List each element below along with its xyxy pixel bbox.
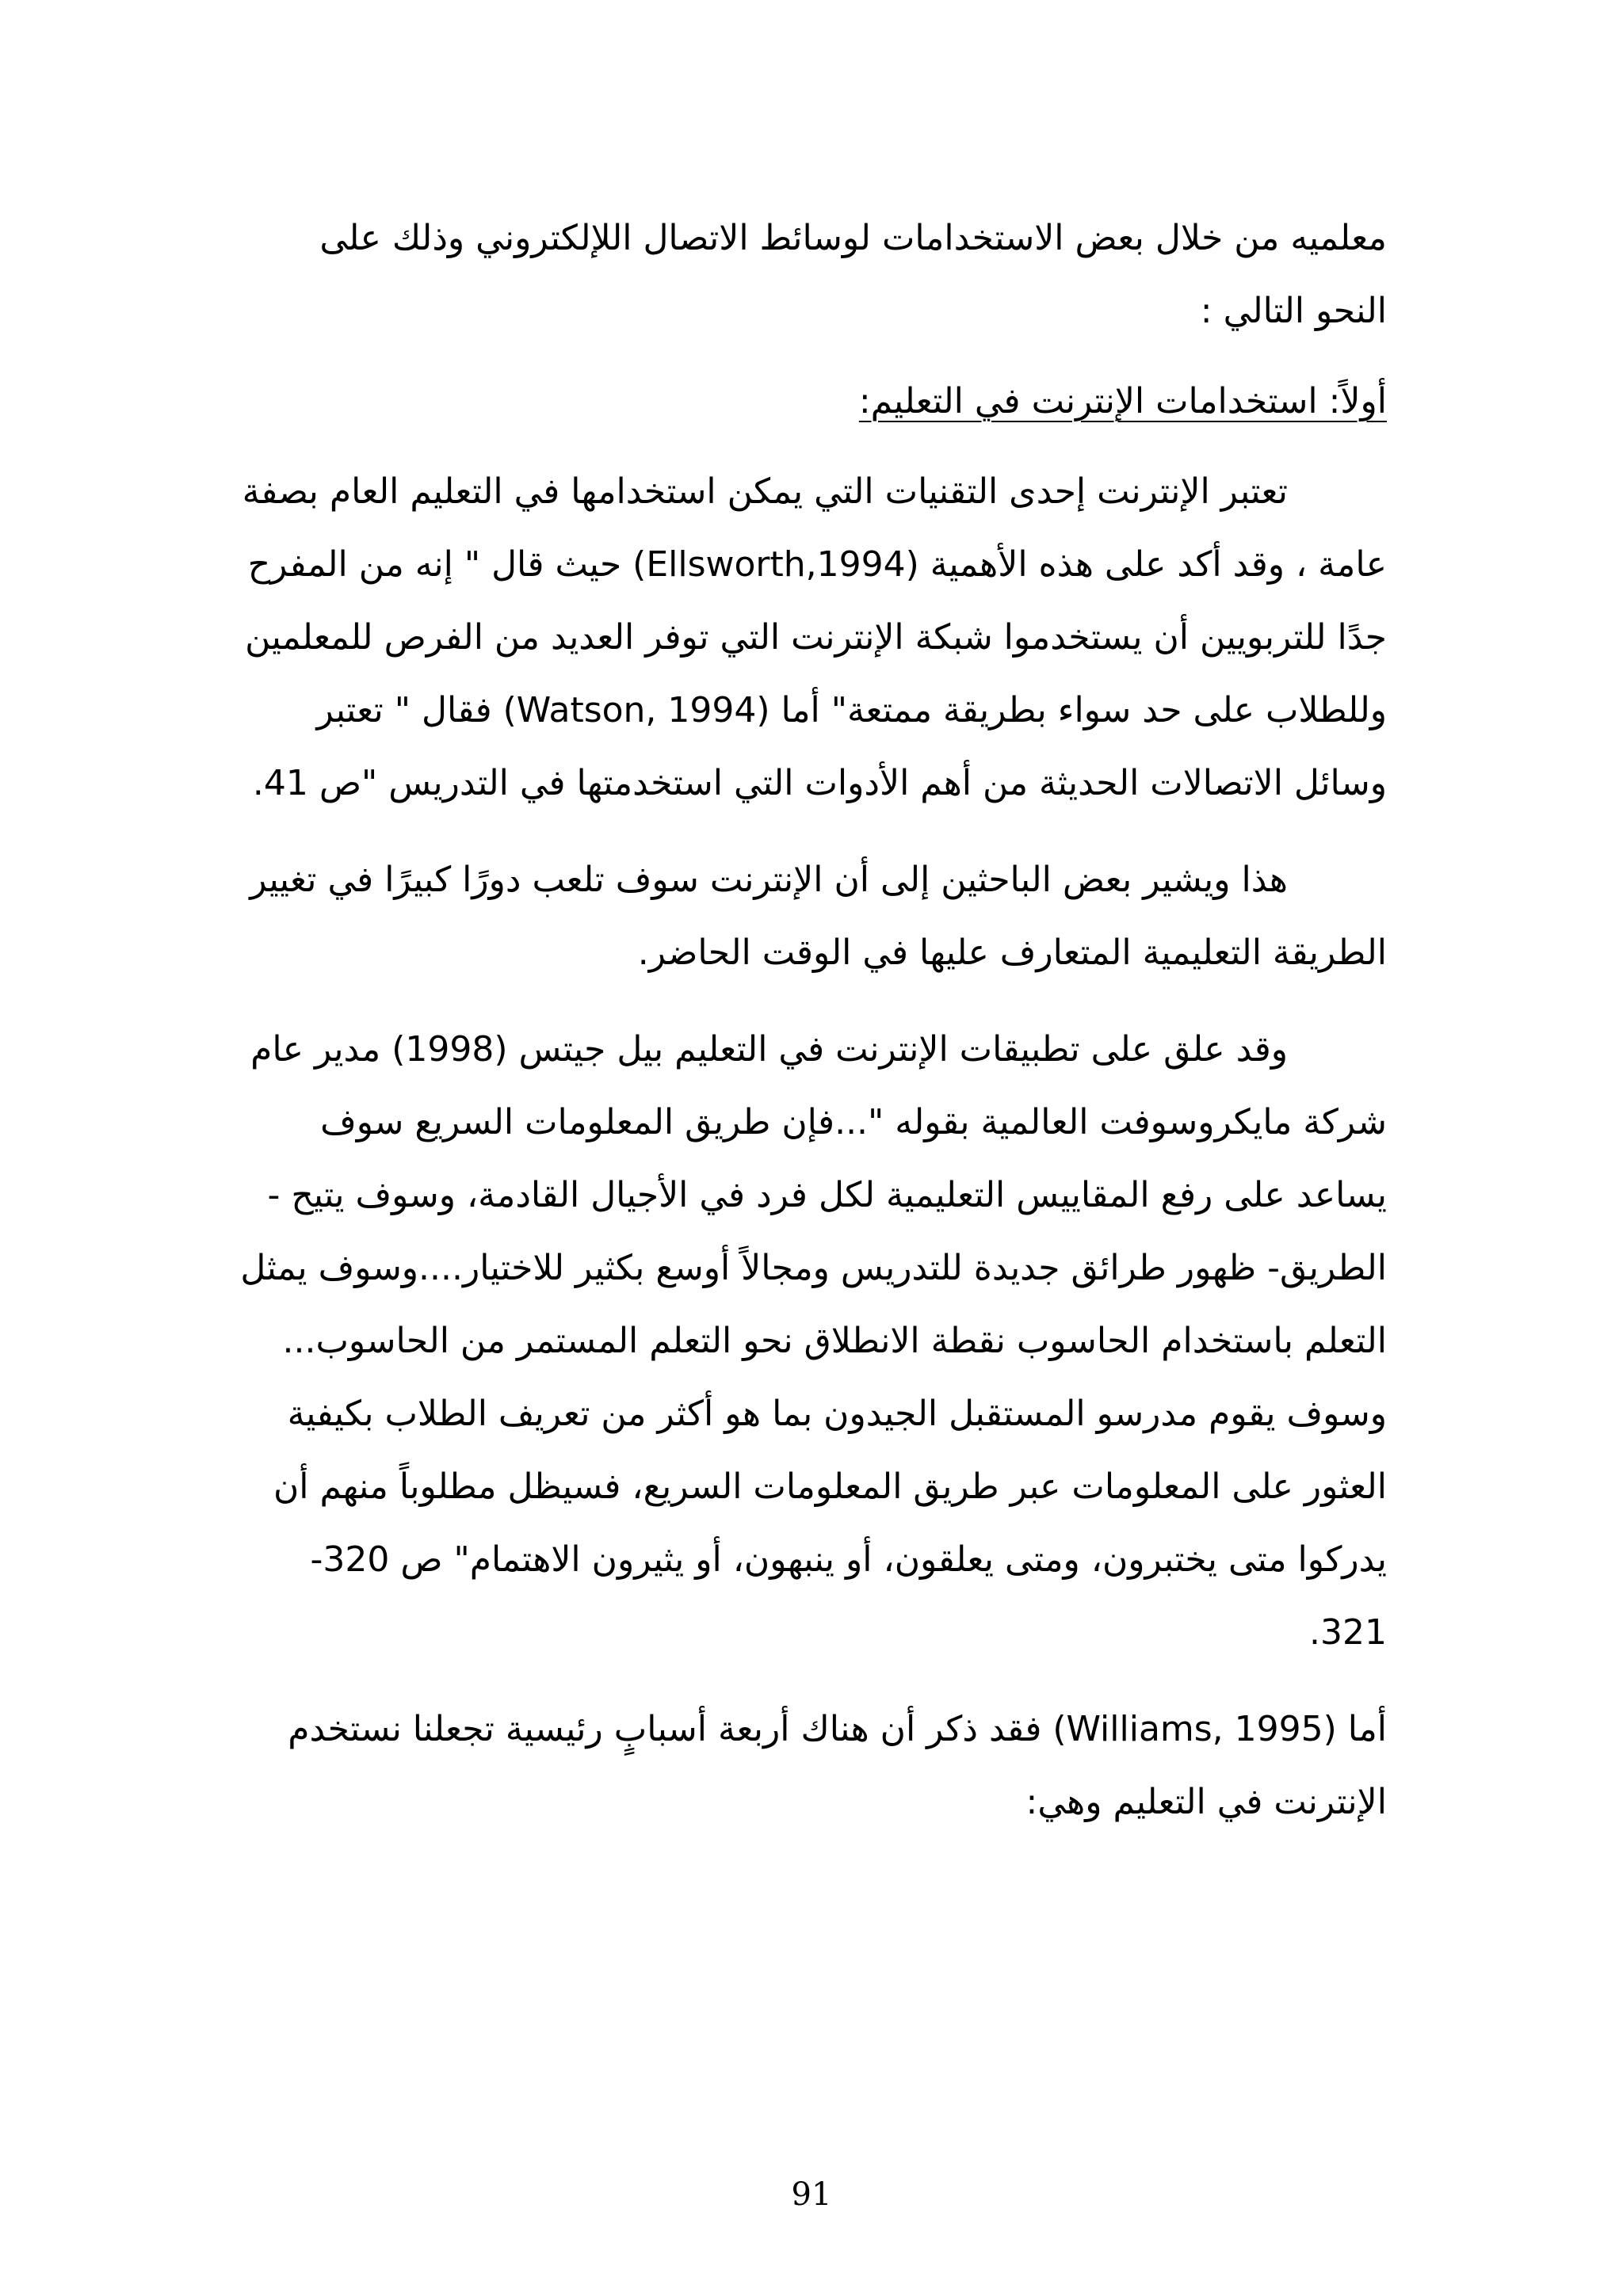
paragraph-williams-reasons: أما (Williams, 1995) فقد ذكر أن هناك أربعة أسبابٍ رئيسية تجعلنا نستخدم الإنترنت في التعليم وهي: [288,1709,1387,1822]
paragraph-researchers-view: هذا ويشير بعض الباحثين إلى أن الإنترنت سوف تلعب دورًا كبيرًا في تغيير الطريقة التعليمية المتعارف عليها في الوقت الحاضر. [250,860,1387,973]
page-content [238,202,1387,1863]
section-heading: أولاً: استخدامات الإنترنت في التعليم: [858,381,1387,421]
intro-paragraph: معلميه من خلال بعض الاستخدامات لوسائط الاتصال اللإلكتروني وذلك على النحو التالي : [319,218,1387,331]
page-number: 91 [791,2176,832,2213]
paragraph-internet-in-education: تعتبر الإنترنت إحدى التقنيات التي يمكن استخدامها في التعليم العام بصفة عامة ، وقد أكد على هذه الأهمية (Ellsworth,1994) حيث قال " إنه من المفرح جدًا للتربويين أن يستخدموا شبكة الإنترنت التي توفر العديد من الفرص للمعلمين وللطلاب على حد سواء بطريقة ممتعة" أما (Watson, 1994) فقال " تعتبر وسائل الاتصالات الحديثة من أهم الأدوات التي استخدمتها في التدريس "ص 41. [242,471,1387,803]
paragraph-bill-gates-quote: وقد علق على تطبيقات الإنترنت في التعليم بيل جيتس (1998) مدير عام شركة مايكروسوفت العالمية بقوله "...فإن طريق المعلومات السريع سوف يساعد على رفع المقاييس التعليمية لكل فرد في الأجيال القادمة، وسوف يتيح - الطريق- ظهور طرائق جديدة للتدريس ومجالاً أوسع بكثير للاختيار....وسوف يمثل التعلم باستخدام الحاسوب نقطة الانطلاق نحو التعلم المستمر من الحاسوب... وسوف يقوم مدرسو المستقبل الجيدون بما هو أكثر من تعريف الطلاب بكيفية العثور على المعلومات عبر طريق المعلومات السريع، فسيظل مطلوباً منهم أن يدركوا متى يختبرون، ومتى يعلقون، أو ينبهون، أو يثيرون الاهتمام" ص 320-321. [240,1029,1387,1653]
